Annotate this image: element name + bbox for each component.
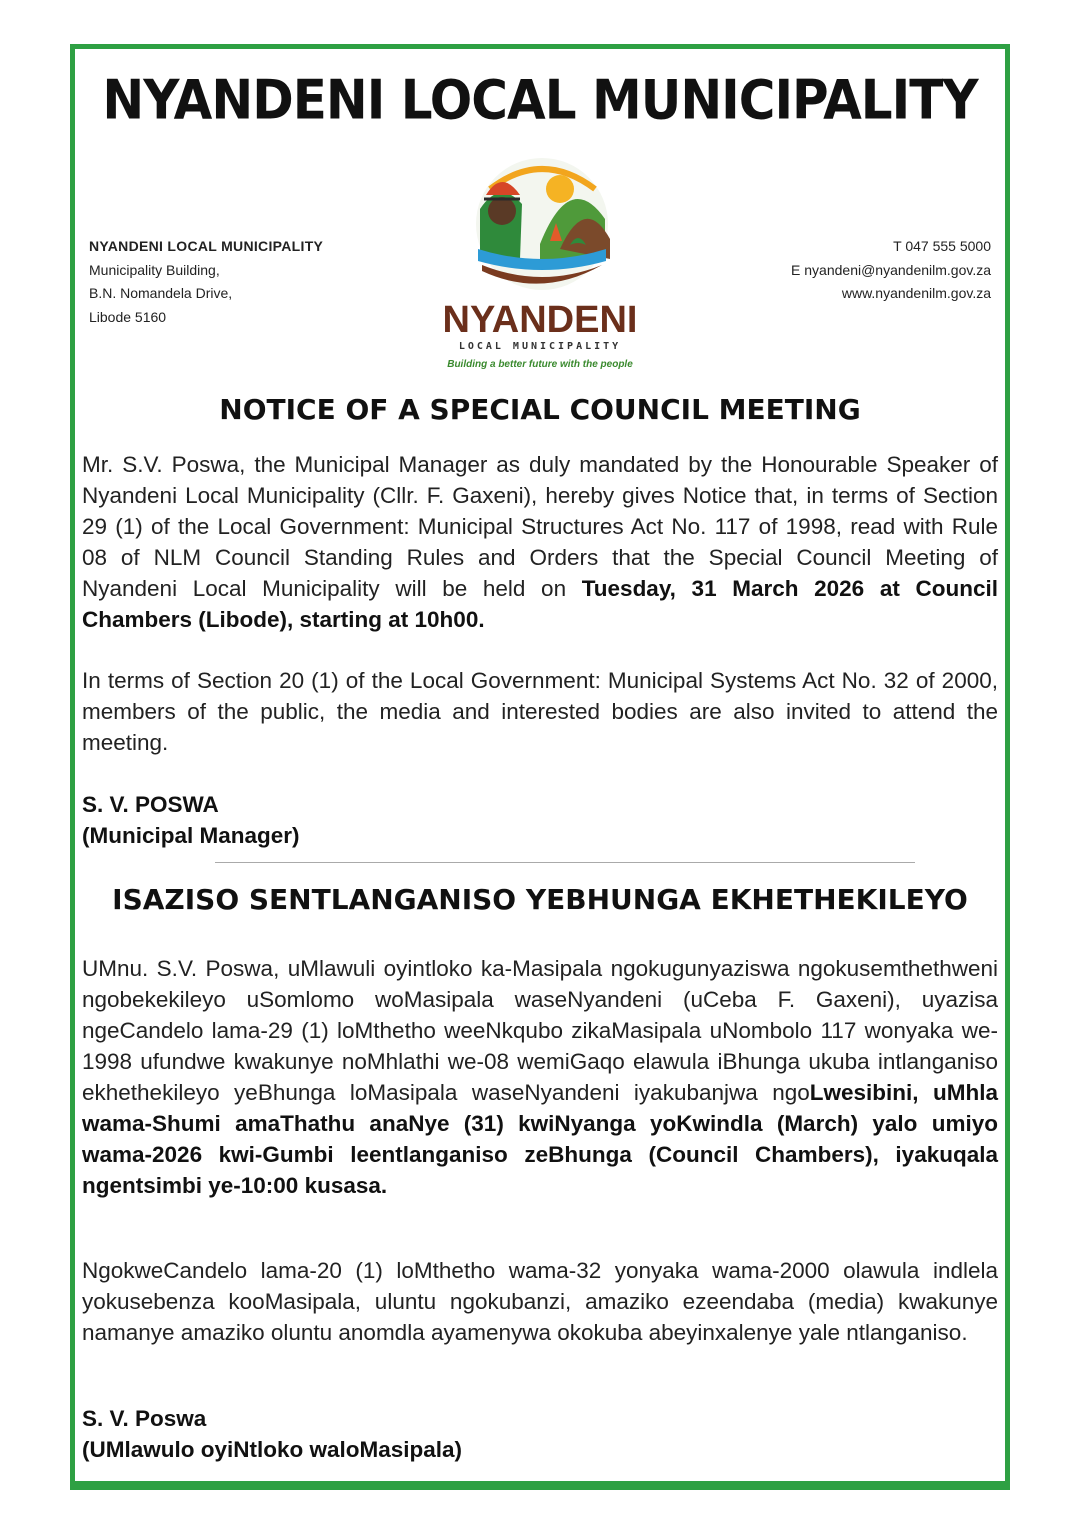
english-paragraph-1: [82, 449, 998, 635]
english-paragraph-1-text: Mr. S.V. Poswa, the Municipal Manager as duly mandated by the Honourable Speaker of Nyandeni Local Municipality (Cllr. F. Gaxeni), hereby gives Notice that, in terms of Section 29 (1) of the Local Government: Municipal Structures Act No. 117 of 1998, read with Rule 08 of NLM Council Standing Rules and Orders that the Special Council Meeting of Nyandeni Local Municipality will be held on: [82, 452, 998, 601]
xhosa-paragraph-1: [82, 953, 998, 1201]
municipality-logo: [420, 149, 660, 379]
english-paragraph-2: In terms of Section 20 (1) of the Local Government: Municipal Systems Act No. 32 of 2000, members of the public, the media and interested bodies are also invited to attend the meeting.: [82, 668, 998, 755]
english-signatory-title: (Municipal Manager): [82, 823, 300, 848]
logo-emblem-icon: [420, 149, 660, 299]
logo-wordmark: NYANDENI: [442, 299, 638, 341]
contact-block: [791, 235, 991, 306]
address-line-3: Libode 5160: [89, 308, 167, 325]
address-line-2: B.N. Nomandela Drive,: [89, 285, 233, 301]
notice-frame: [70, 44, 1010, 1490]
english-signatory-name: S. V. POSWA: [82, 792, 219, 817]
xhosa-paragraph-1-text: UMnu. S.V. Poswa, uMlawuli oyintloko ka-Masipala ngokugunyaziswa ngokusemthethweni ngobekekileyo uSomlomo woMasipala waseNyandeni (uCeba F. Gaxeni), uyazisa ngeCandelo lama-29 (1) loMthetho weeNkqubo zikaMasipala uNombolo 117 wonyaka we-1998 ufundwe kwakunye noMhlathi we-08 wemiGaqo elawula iBhunga ukuba intlanganiso ekhethekileyo yeBhunga loMasipala waseNyandeni iyakubanjwa ngo: [82, 956, 998, 1105]
xhosa-heading: ISAZISO SENTLANGANISO YEBHUNGA EKHETHEKILEYO: [112, 883, 968, 916]
xhosa-paragraph-2: NgokweCandelo lama-20 (1) loMthetho wama-32 yonyaka wama-2000 olawula indlela yokusebenza kooMasipala, uluntu ngokubanzi, amaziko ezeendaba (media) kwakunye namanye amaziko oluntu anomdla ayamenywa okokuba abeyinxalenye yale ntlanganiso.: [82, 1258, 998, 1345]
contact-phone: T 047 555 5000: [893, 238, 991, 254]
logo-subtitle: LOCAL MUNICIPALITY: [458, 341, 622, 352]
address-line-1: Municipality Building,: [89, 261, 220, 278]
xhosa-signatory-name: S. V. Poswa: [82, 1406, 207, 1431]
english-heading: NOTICE OF A SPECIAL COUNCIL MEETING: [219, 393, 861, 426]
english-meeting-details: Tuesday, 31 March 2026 at Council Chambers (Libode), starting at 10h00.: [82, 576, 998, 632]
xhosa-signatory-title: (UMlawulo oyiNtloko waloMasipala): [82, 1437, 463, 1462]
contact-email[interactable]: E nyandeni@nyandenilm.gov.za: [791, 261, 991, 278]
section-divider: [215, 862, 915, 863]
xhosa-meeting-details: Lwesibini, uMhla wama-Shumi amaThathu anaNye (31) kwiNyanga yoKwindla (March) yalo umiyo wama-2026 kwi-Gumbi leentlanganiso zeBhunga (Council Chambers), iyakuqala ngentsimbi ye-10:00 kusasa.: [82, 1080, 999, 1198]
address-org: NYANDENI LOCAL MUNICIPALITY: [89, 238, 324, 254]
logo-tagline: Building a better future with the people: [447, 359, 633, 370]
page-title: NYANDENI LOCAL MUNICIPALITY: [102, 68, 978, 132]
contact-website[interactable]: www.nyandenilm.gov.za: [841, 285, 991, 301]
address-block: [89, 235, 323, 329]
